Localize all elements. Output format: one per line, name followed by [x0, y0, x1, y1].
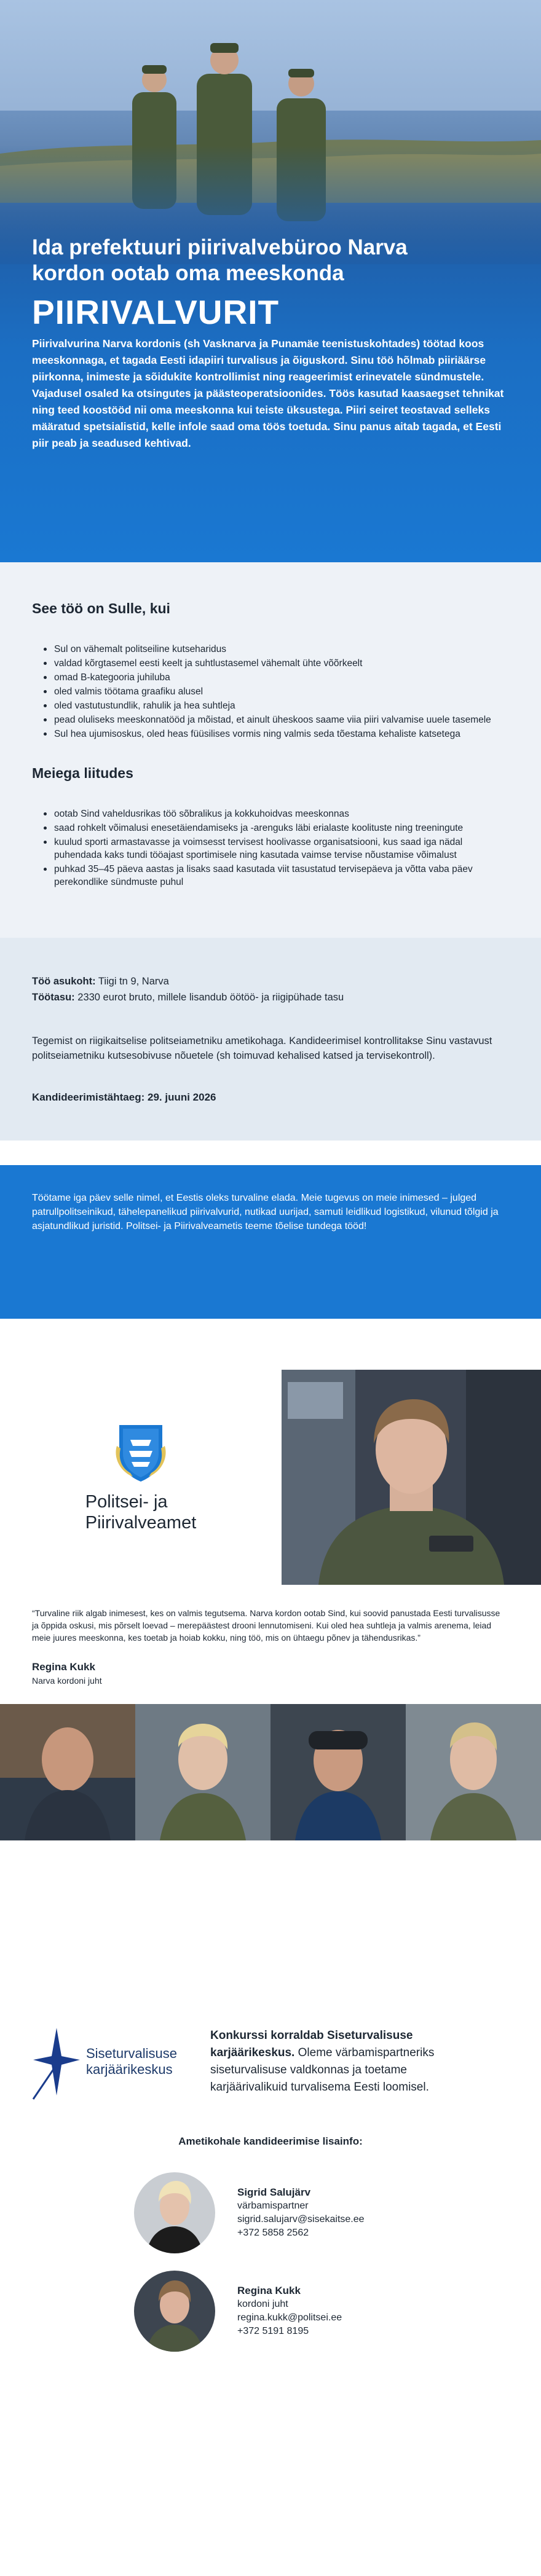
hero-body: Piirivalvurina Narva kordonis (sh Vasknarva ja Punamäe teenistuskohtades) töötad koos meeskonnaga, et tagada Eesti idapiiri turvalisus ja õiguskord. Sinu töö hõlmab piiriäärse piirkonna, inimeste ja sõidukite kontrollimist ning reageerimist erinevatele sündmustele. Vajadusel osaled ka otsingutes ja päästeoperatsioonides. Töös kasutad kaasaegset tehnikat ning teed koostööd nii oma meeskonna kui teiste üksustega. Piiri seiret teostavad selleks määratud spetsialistid, kelle infole saad oma töös toetuda. Sinu panus aitab tagada, et Eesti piir peab ja seadused kehtivad. — [32, 337, 504, 449]
location-label: Töö asukoht: — [32, 976, 96, 987]
application-deadline: Kandideerimistähtaeg: 29. juuni 2026 — [32, 1091, 216, 1103]
list-item: kuulud sporti armastavasse ja voimsesst tervisest hoolivasse organisatsiooni, kus saad iga nädal puhendada kaks tundi tööajast sportimisele ning kasutada vaimse tervise nõustamise võimalust — [42, 836, 509, 862]
recruiter-section — [0, 2000, 541, 2123]
list-item: oled valmis töötama graafiku alusel — [42, 685, 509, 698]
location-line — [32, 973, 509, 989]
list-item: Sul hea ujumisoskus, oled heas füüsilises vormis ning valmis seda tõestama kehaliste katsetega — [42, 728, 509, 740]
star-logo-icon — [32, 2022, 81, 2102]
requirements-list — [42, 643, 509, 740]
list-item: ootab Sind vaheldusrikas töö sõbralikus ja kokkuhoidvas meeskonnas — [42, 807, 509, 820]
benefits-heading: Meiega liitudes — [32, 765, 133, 781]
gallery-photo — [0, 1704, 135, 1840]
contact-phone[interactable]: +372 5858 2562 — [237, 2228, 309, 2238]
contact-person — [134, 2271, 509, 2352]
recruiter-rest: Oleme värbamispartneriks siseturvalisuse valdkonnas ja toetame karjäärivalikuid turvalisema Eesti loomisel. — [210, 2046, 435, 2094]
list-item: pead oluliseks meeskonnatööd ja mõistad, et ainult üheskoos saame viia piiri valvamise uuele tasemele — [42, 713, 509, 726]
contact-role: värbamispartner — [237, 2201, 309, 2211]
hero-section — [0, 0, 541, 562]
contact-role: kordoni juht — [237, 2299, 288, 2309]
ppa-row — [0, 1370, 541, 1585]
spacer — [0, 1840, 541, 2000]
contact-email[interactable]: sigrid.salujarv@sisekaitse.ee — [237, 2214, 365, 2225]
list-item: omad B-kategooria juhiluba — [42, 671, 509, 684]
quote-text: “Turvaline riik algab inimesest, kes on valmis tegutsema. Narva kordon ootab Sind, kui soovid panustada Eesti turvalisusse ja õppida oskusi, mis põrselt loevad – merepäästest drooni lennutomiseni. Kui oled hea suhtleja ja valmis arenema, leiad meie juures meeskonna, kes toetab ja hoiab kokku, ning töö, mis on ühtaegu põnev ja tähendusrikas.” — [32, 1608, 500, 1643]
ppa-logo-line-2: Piirivalveamet — [85, 1513, 197, 1533]
benefits-list — [42, 807, 509, 889]
contacts-title: Ametikohale kandideerimise lisainfo: — [178, 2135, 363, 2147]
requirements-heading: See töö on Sulle, kui — [32, 600, 170, 616]
contact-name: Sigrid Salujärv — [237, 2186, 311, 2198]
contacts-section — [0, 2123, 541, 2400]
contact-phone[interactable]: +372 5191 8195 — [237, 2326, 309, 2336]
quote-author: Regina Kukk — [32, 1661, 95, 1673]
job-info — [0, 938, 541, 1141]
quote-author-role: Narva kordoni juht — [32, 1676, 102, 1686]
gallery-photo — [135, 1704, 270, 1840]
job-details — [0, 568, 541, 938]
recruiter-bold: Konkurssi korraldab Siseturvalisuse karjäärikeskus. — [210, 2029, 413, 2059]
salary-label: Töötasu: — [32, 992, 75, 1003]
contact-info — [237, 2186, 365, 2240]
ppa-logo-text — [85, 1491, 197, 1533]
skk-name-line-2: karjäärikeskus — [86, 2062, 173, 2077]
organisation-text: Töötame iga päev selle nimel, et Eestis oleks turvaline elada. Meie tugevus on meie inimesed – julged patrullpolitseinikud, tähelepanelikud piirivalvurid, nutikad uurijad, samuti leidlikud logistikud, vilunud tõlgid ja asjatundlikud juristid. Politsei- ja Piirivalveametis teeme tõelise tundega tööd! — [32, 1193, 499, 1231]
avatar — [134, 2271, 215, 2352]
list-item: Sul on vähemalt politseiline kutseharidus — [42, 643, 509, 656]
skk-name — [86, 2046, 177, 2078]
list-item: saad rohkelt võimalusi enesetäiendamiseks ja -arenguks läbi erialaste koolituste ning treeningute — [42, 822, 509, 834]
list-item: puhkad 35–45 päeva aastas ja lisaks saad kasutada viit tasustatud tervisepäeva ja võtta vaba päev perekondlike sündmuste puhul — [42, 863, 509, 889]
photo-gallery — [0, 1704, 541, 1840]
recruiter-description — [210, 2027, 481, 2096]
spacer — [0, 562, 541, 568]
gallery-photo — [270, 1704, 406, 1840]
portrait-photo — [282, 1370, 541, 1585]
location-value: Tiigi tn 9, Narva — [98, 976, 169, 987]
contact-info — [237, 2284, 342, 2338]
salary-line — [32, 989, 509, 1005]
spacer — [0, 1141, 541, 1165]
skk-logo — [32, 2022, 210, 2102]
list-item: valdad kõrgtasemel eesti keelt ja suhtlustasemel vähemalt ühte võõrkeelt — [42, 657, 509, 670]
coat-of-arms-icon — [114, 1421, 167, 1483]
contact-person — [134, 2172, 509, 2253]
contact-name: Regina Kukk — [237, 2285, 301, 2296]
gallery-photo — [406, 1704, 541, 1840]
skk-name-line-1: Siseturvalisuse — [86, 2046, 177, 2061]
position-note: Tegemist on riigikaitselise politseiametniku ametikohaga. Kandideerimisel kontrollitakse Sinu vastavust politseiametniku kutsesobivuse nõuetele (sh toimuvad kehalised katsed ja tervisekontroll). — [32, 1035, 492, 1061]
ppa-logo — [0, 1370, 282, 1585]
spacer — [0, 1319, 541, 1370]
organisation-band — [0, 1165, 541, 1319]
hero-text — [32, 235, 509, 452]
hero-title: PIIRIVALVURIT — [32, 293, 280, 331]
avatar — [134, 2172, 215, 2253]
list-item: oled vastutustundlik, rahulik ja hea suhtleja — [42, 699, 509, 712]
hero-photo — [0, 0, 541, 264]
quote-section — [0, 1585, 541, 1704]
ppa-logo-line-1: Politsei- ja — [85, 1492, 168, 1512]
contact-email[interactable]: regina.kukk@politsei.ee — [237, 2312, 342, 2323]
salary-value: 2330 eurot bruto, millele lisandub öötöö- ja riigipühade tasu — [77, 992, 344, 1003]
hero-subtitle: Ida prefektuuri piirivalvebüroo Narva kordon ootab oma meeskonda — [32, 235, 408, 285]
